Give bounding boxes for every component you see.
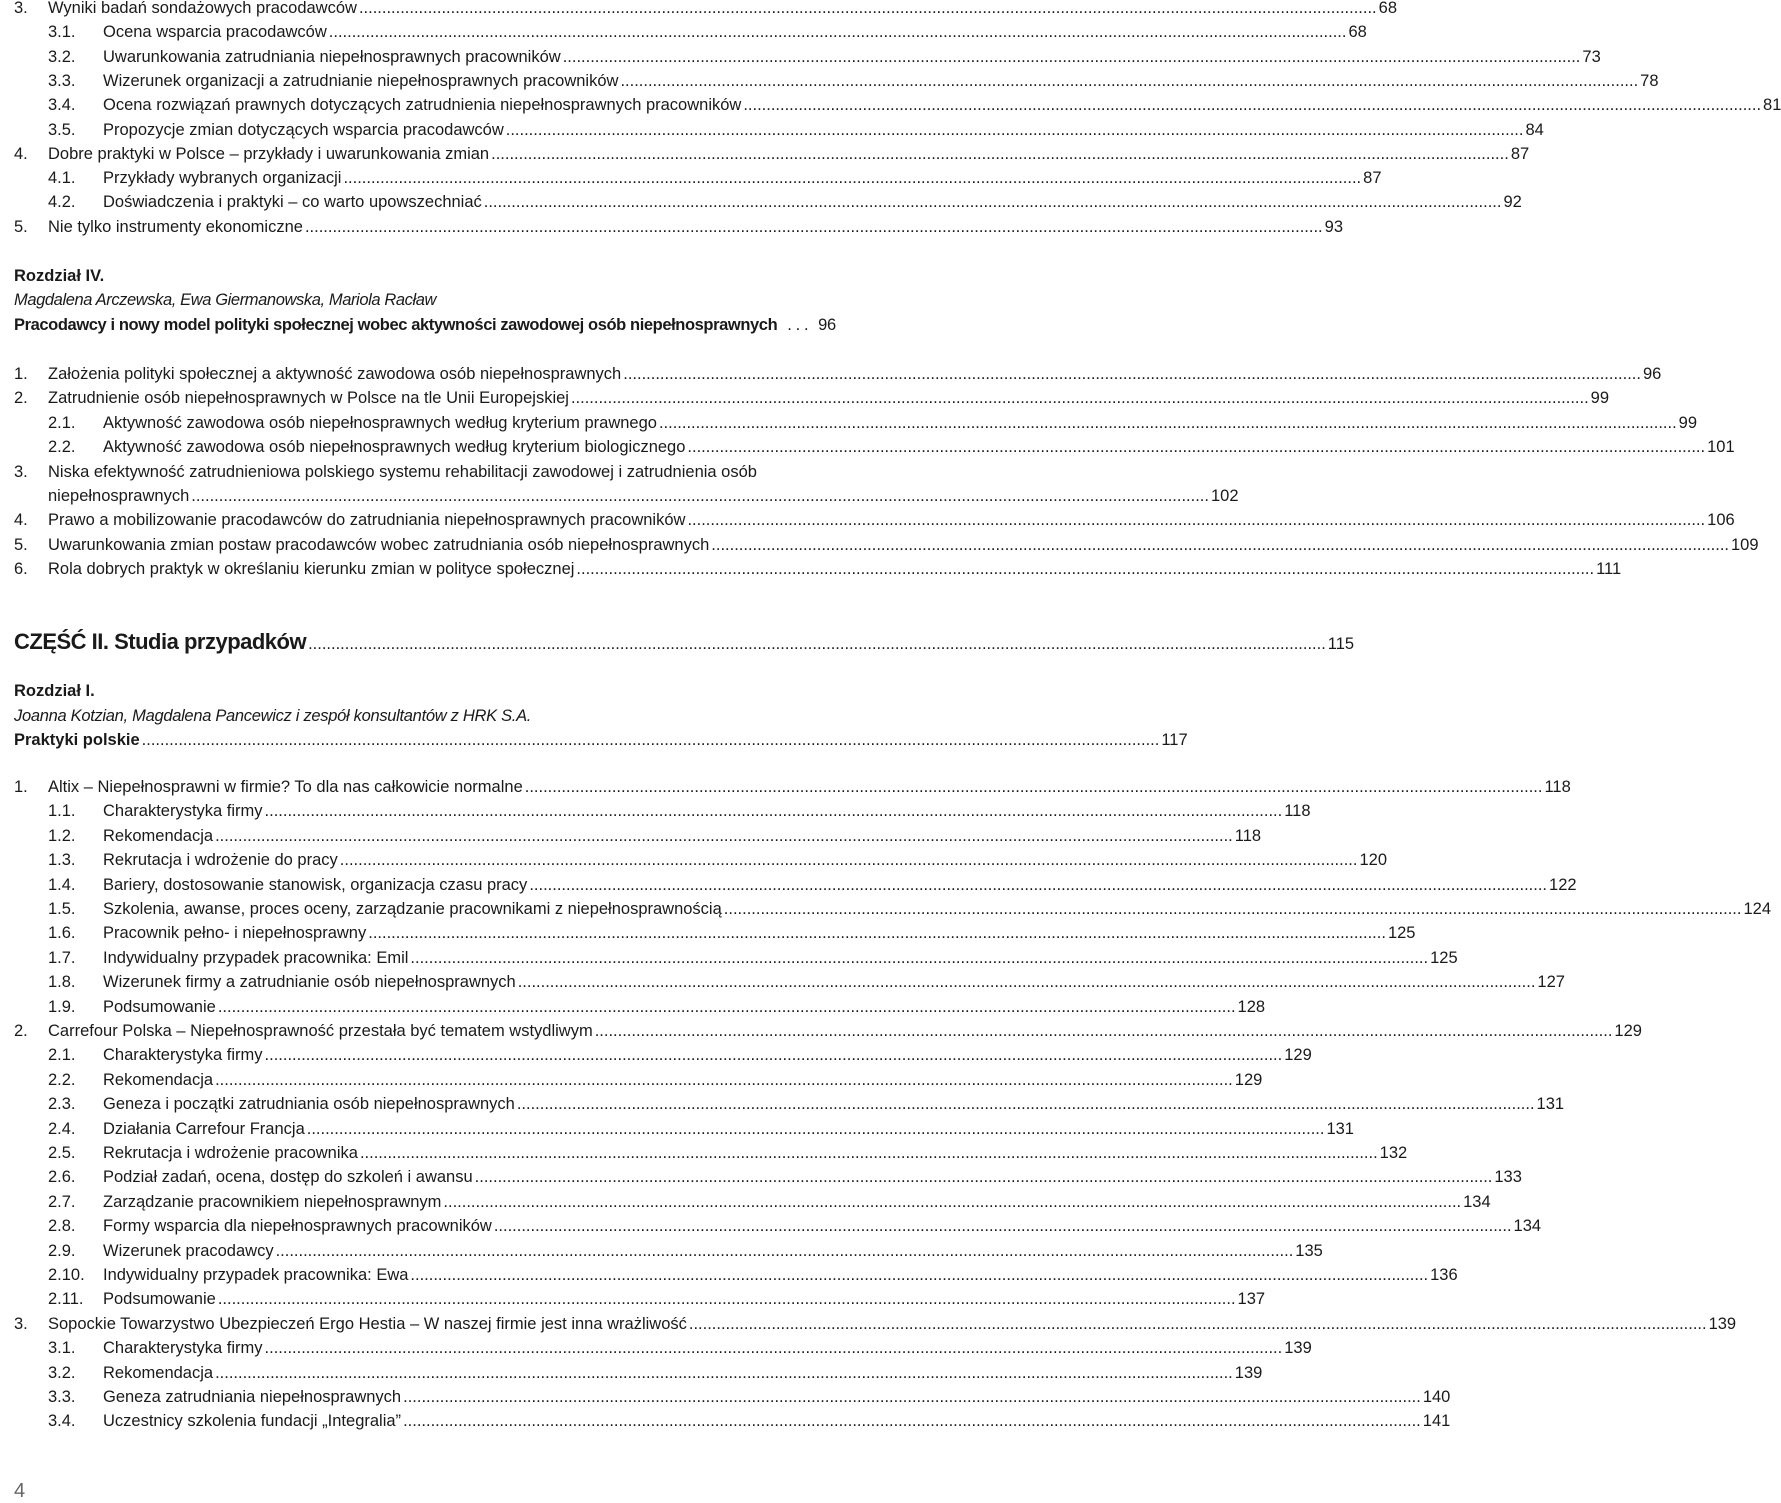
toc-entry-page: 139 [1234, 1363, 1263, 1382]
toc-entry-leader [494, 1214, 1512, 1238]
toc-entry [48, 118, 1544, 142]
toc-entry-number: 2.3. [48, 1095, 76, 1114]
toc-entry-number: 3.1. [48, 23, 76, 42]
toc-entry-title: Aktywność zawodowa osób niepełnosprawnych według kryterium biologicznego [103, 438, 686, 457]
toc-entry-number: 2.6. [48, 1168, 76, 1187]
toc-entry [48, 1336, 1312, 1360]
toc-entry-page: 134 [1513, 1217, 1542, 1236]
toc-entry [14, 460, 958, 484]
toc-entry-leader [491, 142, 1509, 166]
toc-entry [48, 1361, 1263, 1385]
toc-entry-leader [687, 435, 1705, 459]
toc-entry [48, 824, 1262, 848]
toc-entry-title: Wizerunek organizacji a zatrudnianie niepełnosprawnych pracowników [103, 71, 619, 90]
toc-entry-number: 2.1. [48, 1046, 76, 1065]
chapter4-label: Rozdział IV. [14, 267, 105, 285]
toc-entry [48, 45, 1601, 69]
toc-entry-leader [265, 1043, 1283, 1067]
toc-entry-page: 120 [1359, 851, 1388, 870]
toc-entry-number: 2. [14, 389, 28, 408]
toc-entry [14, 142, 1530, 166]
toc-entry-leader [329, 20, 1347, 44]
toc-entry [48, 1043, 1312, 1067]
toc-entry-number: 4.2. [48, 193, 76, 212]
toc-entry-title: Niska efektywność zatrudnieniowa polskiego systemu rehabilitacji zawodowej i zatrudnienia osób [48, 462, 757, 481]
toc-entry [14, 775, 1571, 799]
chapter4-title-row [14, 313, 950, 337]
toc-entry-title: Prawo a mobilizowanie pracodawców do zatrudniania niepełnosprawnych pracowników [48, 511, 686, 530]
toc-entry [48, 1141, 1408, 1165]
toc-entry [48, 1409, 1451, 1433]
toc-entry-number: 3.1. [48, 1339, 76, 1358]
toc-entry-title: Podsumowanie [103, 1290, 216, 1309]
toc-entry [48, 897, 1772, 921]
toc-entry [48, 799, 1311, 823]
toc-entry-title: Rola dobrych praktyk w określaniu kierunku zmian w polityce społecznej [48, 560, 575, 579]
toc-entry-page: 68 [1378, 0, 1397, 17]
toc-entry-leader [687, 508, 1705, 532]
toc-entry [48, 1092, 1565, 1116]
toc-entry-title: Aktywność zawodowa osób niepełnosprawnych według kryterium prawnego [103, 413, 657, 432]
toc-entry [14, 0, 1397, 20]
toc-entry-leader [215, 824, 1233, 848]
toc-entry [14, 508, 1735, 532]
toc-entry-title: Podsumowanie [103, 997, 216, 1016]
toc-entry-number: 5. [14, 217, 28, 236]
toc-entry-page: 134 [1463, 1192, 1491, 1211]
toc-entry [14, 386, 1610, 410]
toc-entry-page: 125 [1430, 948, 1458, 967]
chapter1-title: Praktyki polskie [14, 731, 140, 749]
chapter1-label: Rozdział I. [14, 682, 95, 700]
toc-entry [48, 1214, 1542, 1238]
toc-entry-leader [623, 362, 1641, 386]
toc-entry [48, 93, 1781, 117]
toc-entry-number: 3.2. [48, 47, 76, 66]
toc-entry-number: 3.2. [48, 1363, 76, 1382]
toc-entry-number: 3.3. [48, 1388, 76, 1406]
toc-entry-page: 73 [1582, 47, 1601, 66]
toc-entry-number: 3.3. [48, 71, 76, 90]
toc-entry-leader [484, 190, 1502, 214]
toc-entry-page: 109 [1731, 535, 1759, 554]
toc-entry-page: 102 [1210, 487, 1239, 505]
toc-entry-title: Sopockie Towarzystwo Ubezpieczeń Ergo Hestia – W naszej firmie jest inna wrażliwość [48, 1314, 687, 1333]
toc-entry-title: Nie tylko instrumenty ekonomiczne [48, 217, 303, 236]
part2-row [14, 627, 1355, 657]
toc-entry-leader [265, 799, 1283, 823]
toc-entry [14, 362, 1662, 386]
toc-entry [48, 435, 1735, 459]
toc-entry [48, 20, 1367, 44]
toc-entry-page: 124 [1743, 900, 1772, 918]
chapter1-page: 117 [1161, 731, 1188, 749]
toc-entry [48, 411, 1698, 435]
toc-entry-number: 2.2. [48, 438, 76, 457]
toc-entry-title: Geneza zatrudniania niepełnosprawnych [103, 1388, 402, 1406]
toc-entry-number: 4. [14, 144, 28, 163]
toc-entry [48, 995, 1266, 1019]
toc-entry-leader [529, 873, 1547, 897]
toc-entry-number: 3. [14, 462, 28, 481]
toc-entry [14, 215, 1343, 239]
toc-entry-leader [563, 45, 1581, 69]
toc-entry-title: Propozycje zmian dotyczących wsparcia pracodawców [103, 120, 504, 139]
toc-entry-leader [659, 411, 1677, 435]
toc-entry-title: Wyniki badań sondażowych pracodawców [48, 0, 357, 17]
toc-entry [48, 1165, 1522, 1189]
toc-entry-title: Rekomendacja [103, 1070, 214, 1089]
toc-entry-page: 139 [1284, 1339, 1312, 1358]
toc-entry-title: Doświadczenia i praktyki – co warto upowszechniać [103, 193, 482, 212]
toc-entry-page: 111 [1596, 560, 1622, 579]
toc-entry [14, 1019, 1642, 1043]
toc-entry-title: Rekomendacja [103, 1363, 214, 1382]
toc-entry-title: Pracownik pełno- i niepełnosprawny [103, 924, 367, 943]
toc-entry-title: Indywidualny przypadek pracownika: Emil [103, 948, 409, 967]
toc-entry [48, 1190, 1491, 1214]
toc-entry-leader [724, 897, 1742, 921]
toc-entry-page: 129 [1234, 1070, 1263, 1089]
toc-entry-title: Rekomendacja [103, 826, 214, 845]
toc-entry-number: 4.1. [48, 169, 76, 188]
part2-title: CZĘŚĆ II. Studia przypadków [14, 629, 307, 654]
toc-entry-leader [410, 946, 1428, 970]
toc-entry [48, 970, 1565, 994]
toc-entry-title: Charakterystyka firmy [103, 1046, 263, 1065]
toc-entry-title: Rekrutacja i wdrożenie pracownika [103, 1144, 358, 1162]
toc-entry-number: 1. [14, 778, 28, 796]
toc-entry [48, 1239, 1323, 1263]
chapter4-title-page: 96 [818, 316, 836, 334]
toc-entry-number: 5. [14, 535, 28, 554]
toc-entry-leader [340, 848, 1358, 872]
toc-entry-page: 128 [1237, 997, 1266, 1016]
toc-entry-leader [265, 1336, 1283, 1360]
toc-entry [48, 484, 1239, 508]
toc-entry-number: 1.5. [48, 900, 76, 918]
toc-entry [48, 1287, 1266, 1311]
toc-entry-page: 118 [1284, 802, 1311, 821]
toc-entry-leader [218, 995, 1236, 1019]
toc-entry-page: 78 [1640, 71, 1659, 90]
toc-entry-title: Zarządzanie pracownikiem niepełnosprawnym [103, 1192, 442, 1211]
toc-entry-page: 87 [1363, 169, 1382, 188]
toc-entry-page: 127 [1537, 973, 1565, 992]
toc-entry-number: 1. [14, 365, 28, 383]
toc-entry-leader [711, 533, 1729, 557]
toc-entry-leader [475, 1165, 1493, 1189]
toc-entry-page: 99 [1678, 413, 1698, 432]
toc-entry-title: niepełnosprawnych [48, 487, 190, 505]
toc-entry-page: 118 [1234, 826, 1262, 845]
toc-entry-page: 125 [1387, 924, 1416, 943]
toc-entry-title: Ocena wsparcia pracodawców [103, 23, 327, 42]
toc-entry-leader [359, 0, 1377, 20]
toc-entry [48, 190, 1522, 214]
toc-entry [48, 1068, 1263, 1092]
toc-entry-number: 2.5. [48, 1144, 76, 1162]
toc-entry-page: 136 [1430, 1266, 1458, 1284]
toc-entry-page: 122 [1549, 875, 1577, 894]
toc-entry-page: 129 [1284, 1046, 1312, 1065]
toc-entry [48, 166, 1382, 190]
toc-entry-title: Uczestnicy szkolenia fundacji „Integralia” [103, 1412, 402, 1431]
toc-entry-title: Geneza i początki zatrudniania osób niepełnosprawnych [103, 1095, 515, 1114]
toc-entry-page: 135 [1295, 1241, 1323, 1260]
toc-entry-title: Podział zadań, ocena, dostęp do szkoleń i awansu [103, 1168, 473, 1187]
toc-entry-page: 93 [1324, 217, 1343, 236]
toc-entry-number: 1.6. [48, 924, 76, 943]
toc-entry-title: Indywidualny przypadek pracownika: Ewa [103, 1266, 409, 1284]
toc-entry-number: 2.1. [48, 413, 76, 432]
toc-entry [14, 533, 1759, 557]
toc-entry-number: 3.4. [48, 1412, 76, 1431]
toc-entry-page: 96 [1642, 365, 1662, 383]
toc-entry-title: Dobre praktyki w Polsce – przykłady i uwarunkowania zmian [48, 144, 490, 163]
toc-entry-leader [410, 1263, 1428, 1287]
toc-entry-leader [518, 970, 1536, 994]
toc-entry [48, 1117, 1354, 1141]
toc-entry-number: 2.4. [48, 1119, 76, 1138]
toc-entry-page: 101 [1707, 438, 1735, 457]
toc-entry-leader [307, 1117, 1325, 1141]
toc-entry-number: 1.3. [48, 851, 76, 870]
toc-entry-page: 106 [1707, 511, 1735, 530]
toc-entry-leader [525, 775, 1543, 799]
toc-entry-page: 131 [1536, 1095, 1565, 1114]
toc-entry-page: 99 [1590, 389, 1610, 408]
toc-entry-page: 81 [1763, 96, 1781, 115]
toc-entry-number: 2.8. [48, 1217, 76, 1236]
toc-entry [48, 1263, 1458, 1287]
toc-entry-number: 1.1. [48, 802, 76, 821]
toc-entry-number: 1.4. [48, 875, 76, 894]
toc-entry-page: 137 [1237, 1290, 1266, 1309]
toc-entry-number: 2. [14, 1022, 28, 1040]
toc-entry-leader [191, 484, 1209, 508]
toc-entry-leader [595, 1019, 1613, 1043]
toc-entry-title: Uwarunkowania zatrudniania niepełnosprawnych pracowników [103, 47, 561, 66]
toc-entry-title: Założenia polityki społecznej a aktywność zawodowa osób niepełnosprawnych [48, 365, 622, 383]
toc-entry-title: Rekrutacja i wdrożenie do pracy [103, 851, 338, 870]
toc-entry-number: 1.7. [48, 948, 76, 967]
toc-entry-leader [403, 1409, 1421, 1433]
toc-entry-leader [576, 557, 1594, 581]
toc-entry-number: 1.8. [48, 973, 76, 992]
toc-entry-leader [506, 118, 1524, 142]
toc-entry-leader [368, 921, 1386, 945]
toc-entry-number: 2.10. [48, 1266, 85, 1284]
toc-entry-title: Wizerunek pracodawcy [103, 1241, 274, 1260]
toc-entry [48, 69, 1659, 93]
toc-entry-leader [218, 1287, 1236, 1311]
toc-entry [48, 1385, 1451, 1409]
toc-entry-number: 2.11. [48, 1290, 84, 1309]
toc-entry-title: Ocena rozwiązań prawnych dotyczących zatrudnienia niepełnosprawnych pracowników [103, 96, 742, 115]
chapter1-authors: Joanna Kotzian, Magdalena Pancewicz i zespół konsultantów z HRK S.A. [14, 707, 532, 725]
toc-entry [14, 557, 1622, 581]
part2-leader [308, 629, 1326, 659]
toc-entry-page: 84 [1525, 120, 1544, 139]
toc-entry-title: Formy wsparcia dla niepełnosprawnych pracowników [103, 1217, 492, 1236]
toc-entry-page: 131 [1326, 1119, 1354, 1138]
page-number: 4 [14, 1480, 26, 1502]
toc-entry-number: 2.2. [48, 1070, 76, 1089]
toc-entry-page: 140 [1422, 1388, 1451, 1406]
toc-entry-number: 3. [14, 1314, 28, 1333]
toc-entry-number: 1.9. [48, 997, 76, 1016]
toc-entry-leader [305, 215, 1323, 239]
chapter4-title-leader: . . . [787, 316, 809, 334]
toc-entry-number: 3. [14, 0, 28, 17]
toc-entry-number: 2.9. [48, 1241, 76, 1260]
toc-entry [48, 946, 1458, 970]
toc-entry-page: 141 [1422, 1412, 1451, 1431]
toc-entry-leader [403, 1385, 1421, 1409]
toc-entry-page: 139 [1708, 1314, 1737, 1333]
toc-entry-leader [360, 1141, 1378, 1165]
toc-entry-page: 92 [1503, 193, 1522, 212]
toc-entry-title: Bariery, dostosowanie stanowisk, organizacja czasu pracy [103, 875, 528, 894]
chapter4-title: Pracodawcy i nowy model polityki społecznej wobec aktywności zawodowej osób niepełnosprawnych [14, 316, 778, 334]
toc-entry-page: 87 [1510, 144, 1530, 163]
toc-entry-page: 133 [1494, 1168, 1522, 1187]
toc-entry-number: 3.4. [48, 96, 76, 115]
toc-entry-leader [215, 1361, 1233, 1385]
toc-entry-number: 4. [14, 511, 28, 530]
toc-entry-number: 3.5. [48, 120, 76, 139]
toc-entry-title: Przykłady wybranych organizacji [103, 169, 342, 188]
toc-entry-page: 68 [1348, 23, 1367, 42]
toc-entry-leader [620, 69, 1638, 93]
toc-entry-number: 1.2. [48, 826, 76, 845]
toc-entry-title: Altix – Niepełnosprawni w firmie? To dla nas całkowicie normalne [48, 778, 523, 796]
toc-entry-leader [276, 1239, 1294, 1263]
toc-entry [48, 873, 1577, 897]
toc-entry-page: 118 [1544, 778, 1571, 796]
toc-entry [48, 848, 1388, 872]
toc-entry-number: 2.7. [48, 1192, 76, 1211]
toc-entry-leader [743, 93, 1761, 117]
toc-entry-leader [343, 166, 1361, 190]
toc-entry-number: 6. [14, 560, 28, 579]
part2-page: 115 [1327, 635, 1355, 653]
toc-entry-title: Carrefour Polska – Niepełnosprawność przestała być tematem wstydliwym [48, 1022, 593, 1040]
toc-entry-leader [443, 1190, 1461, 1214]
toc-entry-page: 132 [1379, 1144, 1408, 1162]
toc-entry-leader [571, 386, 1589, 410]
chapter1-title-row [14, 728, 1188, 752]
toc-entry-leader [689, 1312, 1707, 1336]
toc-entry-leader [517, 1092, 1535, 1116]
toc-entry-page: 129 [1614, 1022, 1642, 1040]
chapter4-authors: Magdalena Arczewska, Ewa Giermanowska, Mariola Racław [14, 291, 437, 309]
chapter1-leader [142, 728, 1160, 752]
toc-entry-title: Charakterystyka firmy [103, 1339, 263, 1358]
toc-entry-leader [215, 1068, 1233, 1092]
toc-entry-title: Uwarunkowania zmian postaw pracodawców wobec zatrudniania osób niepełnosprawnych [48, 535, 710, 554]
toc-entry [48, 921, 1416, 945]
toc-entry-title: Charakterystyka firmy [103, 802, 263, 821]
toc-entry-title: Wizerunek firmy a zatrudnianie osób niepełnosprawnych [103, 973, 516, 992]
toc-entry-title: Szkolenia, awanse, proces oceny, zarządzanie pracownikami z niepełnosprawnością [103, 900, 722, 918]
toc-entry-title: Zatrudnienie osób niepełnosprawnych w Polsce na tle Unii Europejskiej [48, 389, 569, 408]
toc-entry-title: Działania Carrefour Francja [103, 1119, 305, 1138]
toc-entry [14, 1312, 1737, 1336]
